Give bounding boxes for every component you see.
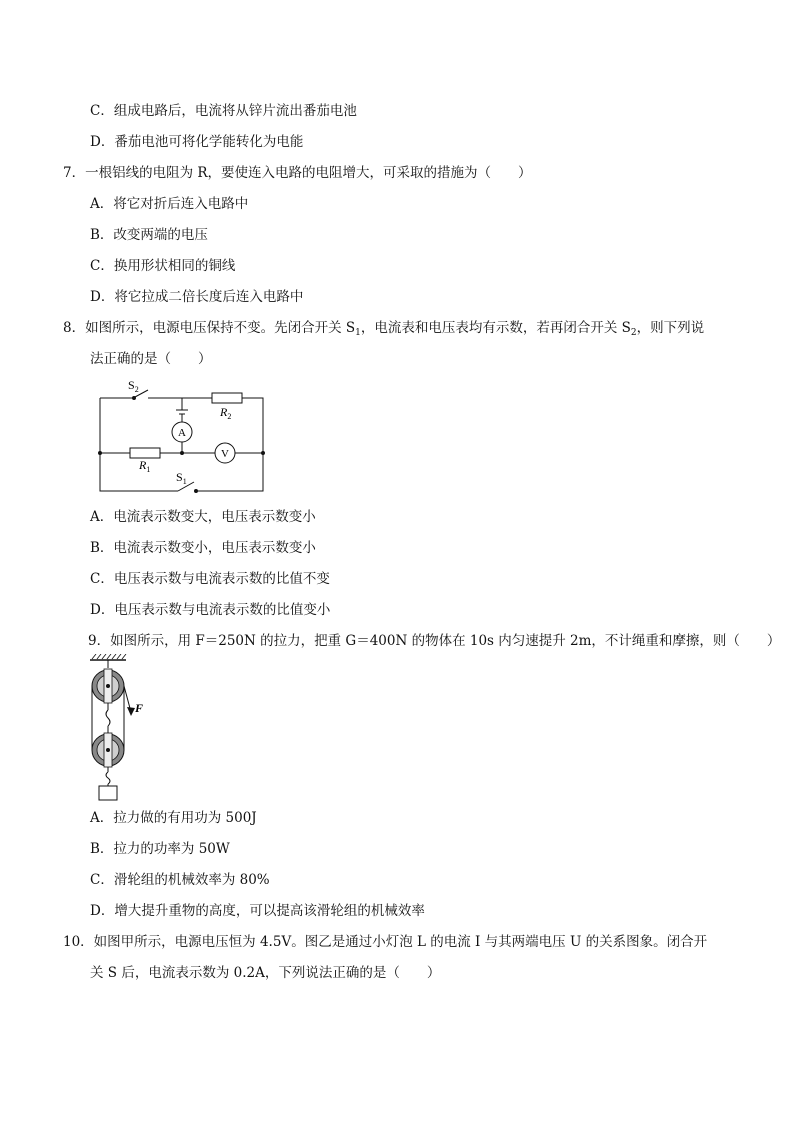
- q8-stem-continued: 法正确的是（ ）: [90, 351, 212, 367]
- q8-option-c: C．电压表示数与电流表示数的比值不变: [90, 571, 330, 587]
- q7-option-b: B．改变两端的电压: [90, 227, 208, 243]
- q9-pulley-diagram: [86, 654, 156, 802]
- r2-label: $R_2$: [220, 405, 232, 421]
- s2-label: $S_2$: [128, 378, 139, 394]
- q8-option-d: D．电压表示数与电流表示数的比值变小: [90, 602, 331, 618]
- q7-option-d: D．将它拉成二倍长度后连入电路中: [90, 289, 304, 305]
- q8-circuit-diagram: [90, 376, 275, 494]
- junction-dot: [261, 451, 265, 455]
- q10-stem: 10．如图甲所示，电源电压恒为 4.5V。图乙是通过小灯泡 L 的电流 I 与其两端电压 U 的关系图象。闭合开: [63, 934, 708, 950]
- weight-block: [99, 786, 117, 800]
- junction-dot: [180, 451, 184, 455]
- q8-stem: 8．如图所示，电源电压保持不变。先闭合开关 $S_1$，电流表和电压表均有示数，若再闭合开关 $S_2$，则下列说: [63, 320, 705, 338]
- force-label: F: [135, 701, 144, 715]
- q10-stem-continued: 关 S 后，电流表示数为 0.2A，下列说法正确的是（ ）: [90, 965, 441, 981]
- q8-option-b: B．电流表示数变小，电压表示数变小: [90, 540, 316, 556]
- q7-option-c: C．换用形状相同的铜线: [90, 258, 236, 274]
- q9-option-a: A．拉力做的有用功为 500J: [90, 810, 257, 826]
- q9-stem: 9．如图所示，用 F＝250N 的拉力，把重 G＝400N 的物体在 10s 内匀速提升 2m，不计绳重和摩擦，则（ ）: [88, 633, 781, 649]
- s1-label: $S_1$: [176, 470, 187, 486]
- r1-label: $R_1$: [139, 458, 151, 474]
- q9-option-c: C．滑轮组的机械效率为 80%: [90, 872, 270, 888]
- q8-option-a: A．电流表示数变大，电压表示数变小: [90, 509, 316, 525]
- junction-dot: [98, 451, 102, 455]
- q7-option-a: A．将它对折后连入电路中: [90, 196, 249, 212]
- voltmeter-label: V: [221, 448, 229, 460]
- q9-option-b: B．拉力的功率为 50W: [90, 841, 230, 857]
- ammeter-label: A: [178, 427, 186, 439]
- q6-option-d: D．番茄电池可将化学能转化为电能: [90, 134, 304, 150]
- q9-option-d: D．增大提升重物的高度，可以提高该滑轮组的机械效率: [90, 903, 425, 919]
- q6-option-c: C．组成电路后，电流将从锌片流出番茄电池: [90, 103, 357, 119]
- q7-stem: 7．一根铝线的电阻为 R，要使连入电路的电阻增大，可采取的措施为（ ）: [63, 165, 532, 181]
